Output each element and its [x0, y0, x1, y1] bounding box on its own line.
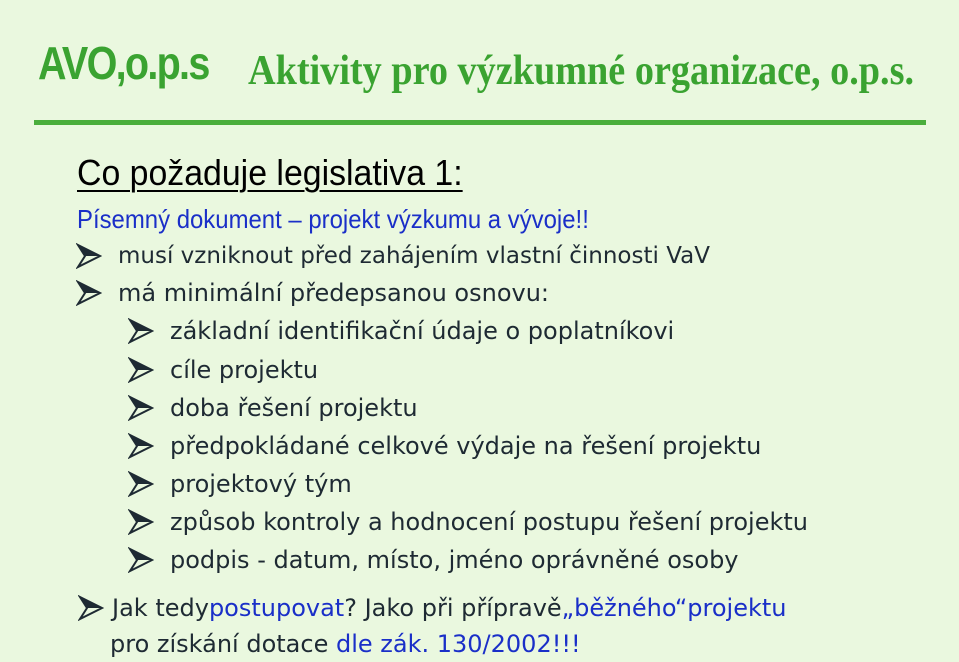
arrowhead-bullet-icon — [78, 595, 104, 621]
closing-text: ? Jako při přípravě — [344, 594, 562, 622]
list-item-text: musí vzniknout před zahájením vlastní činnosti VaV — [118, 242, 710, 269]
organization-name: Aktivity pro výzkumné organizace, o.p.s. — [248, 48, 915, 94]
arrowhead-bullet-icon — [128, 357, 154, 383]
list-item-text: má minimální předepsanou osnovu: — [118, 279, 550, 307]
list-item-text: doba řešení projektu — [170, 394, 418, 422]
list-item — [128, 318, 674, 344]
arrowhead-bullet-icon — [128, 509, 154, 535]
header-divider — [34, 120, 926, 125]
list-item — [128, 395, 418, 421]
closing-text: pro získání dotace — [110, 630, 336, 658]
list-item-text: cíle projektu — [170, 356, 319, 384]
list-item — [128, 509, 808, 535]
closing-highlight: projektu — [687, 594, 787, 622]
closing-question — [78, 590, 786, 662]
law-reference: dle zák. 130/2002!!! — [335, 630, 581, 658]
slide-title: Co požaduje legislativa 1: — [77, 152, 463, 193]
list-item — [128, 433, 761, 459]
closing-text: Jak tedy — [112, 594, 209, 622]
arrowhead-bullet-icon — [128, 433, 154, 459]
arrowhead-bullet-icon — [76, 280, 102, 306]
arrowhead-bullet-icon — [128, 547, 154, 573]
closing-highlight: „běžného“ — [561, 594, 688, 622]
arrowhead-bullet-icon — [128, 318, 154, 344]
closing-highlight: postupovat — [208, 594, 345, 622]
list-item — [76, 243, 710, 269]
list-item — [76, 280, 549, 306]
header — [0, 0, 959, 130]
logo: AVO,o.p.s — [38, 37, 209, 89]
arrowhead-bullet-icon — [128, 395, 154, 421]
arrowhead-bullet-icon — [76, 243, 102, 269]
list-item — [128, 357, 318, 383]
slide-subtitle: Písemný dokument – projekt výzkumu a vývoje!! — [77, 204, 589, 234]
list-item — [128, 471, 352, 497]
list-item-text: předpokládané celkové výdaje na řešení projektu — [170, 432, 762, 460]
list-item-text: projektový tým — [170, 470, 352, 498]
list-item-text: podpis - datum, místo, jméno oprávněné osoby — [170, 546, 739, 574]
list-item-text: základní identifikační údaje o poplatníkovi — [170, 317, 675, 345]
list-item — [128, 547, 739, 573]
list-item-text: způsob kontroly a hodnocení postupu řešení projektu — [170, 508, 809, 536]
arrowhead-bullet-icon — [128, 471, 154, 497]
